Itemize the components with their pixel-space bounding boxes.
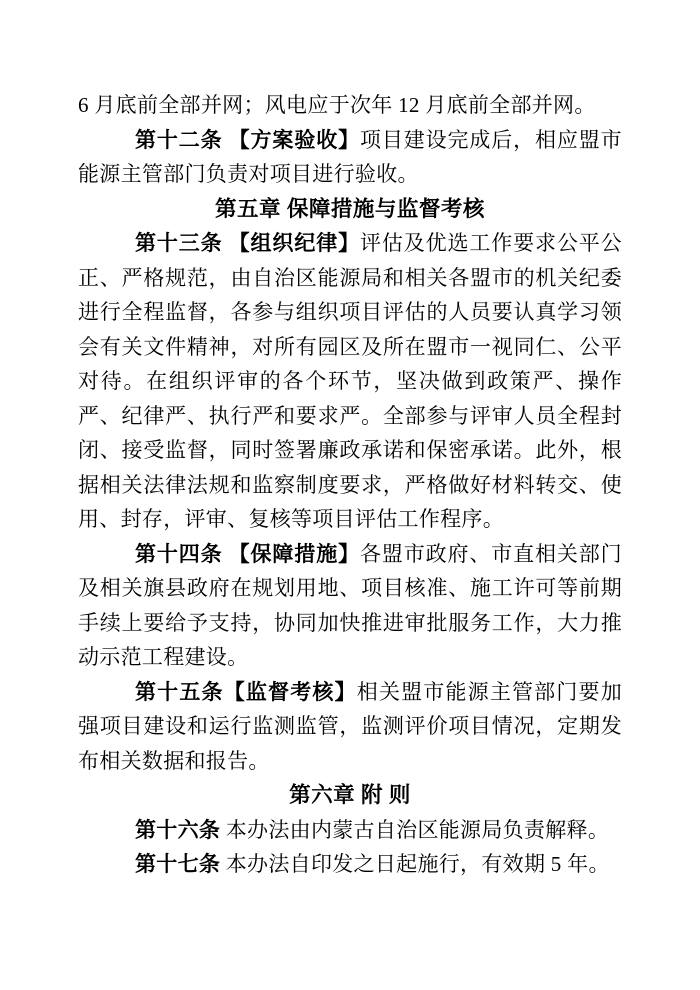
text-run: 本办法自印发之日起施行，有效期 5 年。: [220, 852, 610, 876]
text-run: 相关盟市能源主管部门要加强项目建设和运行监测监管，监测评价项目情况，定期发布相关数据和报告。: [78, 679, 622, 773]
bold-text-run: 第五章 保障措施与监督考核: [215, 196, 485, 221]
bold-text-run: 第十三条 【组织纪律】: [135, 231, 360, 255]
bold-text-run: 第十六条: [135, 817, 221, 842]
text-run: 项目建设完成后，相应盟市能源主管部门负责对项目进行验收。: [78, 127, 622, 186]
body-paragraph: [78, 813, 622, 848]
bold-text-run: 第十七条: [135, 852, 221, 876]
text-run: 6 月底前全部并网；风电应于次年 12 月底前全部并网。: [78, 93, 596, 117]
document-body: [78, 88, 622, 882]
text-run: 本办法由内蒙古自治区能源局负责解释。: [220, 817, 610, 842]
bold-text-run: 第十二条 【方案验收】: [135, 127, 360, 152]
body-paragraph: [78, 123, 622, 192]
bold-text-run: 第六章 附 则: [289, 783, 411, 807]
chapter-heading: [78, 778, 622, 813]
body-paragraph: [78, 88, 622, 123]
bold-text-run: 第十五条【监督考核】: [135, 679, 357, 704]
chapter-heading: [78, 192, 622, 227]
body-paragraph: [78, 537, 622, 675]
bold-text-run: 第十四条 【保障措施】: [135, 541, 360, 566]
text-run: 评估及优选工作要求公平公正、严格规范，由自治区能源局和相关各盟市的机关纪委进行全程监督，各参与组织项目评估的人员要认真学习领会有关文件精神，对所有园区及所在盟市一视同仁、公平对待。在组织评审的各个环节，坚决做到政策严、操作严、纪律严、执行严和要求严。全部参与评审人员全程封闭、接受监督，同时签署廉政承诺和保密承诺。此外，根据相关法律法规和监察制度要求，严格做好材料转交、使用、封存，评审、复核等项目评估工作程序。: [78, 231, 622, 531]
body-paragraph: [78, 675, 622, 779]
body-paragraph: [78, 847, 622, 882]
body-paragraph: [78, 226, 622, 537]
text-run: 各盟市政府、市直相关部门及相关旗县政府在规划用地、项目核准、施工许可等前期手续上要给予支持，协同加快推进审批服务工作，大力推动示范工程建设。: [78, 541, 622, 669]
